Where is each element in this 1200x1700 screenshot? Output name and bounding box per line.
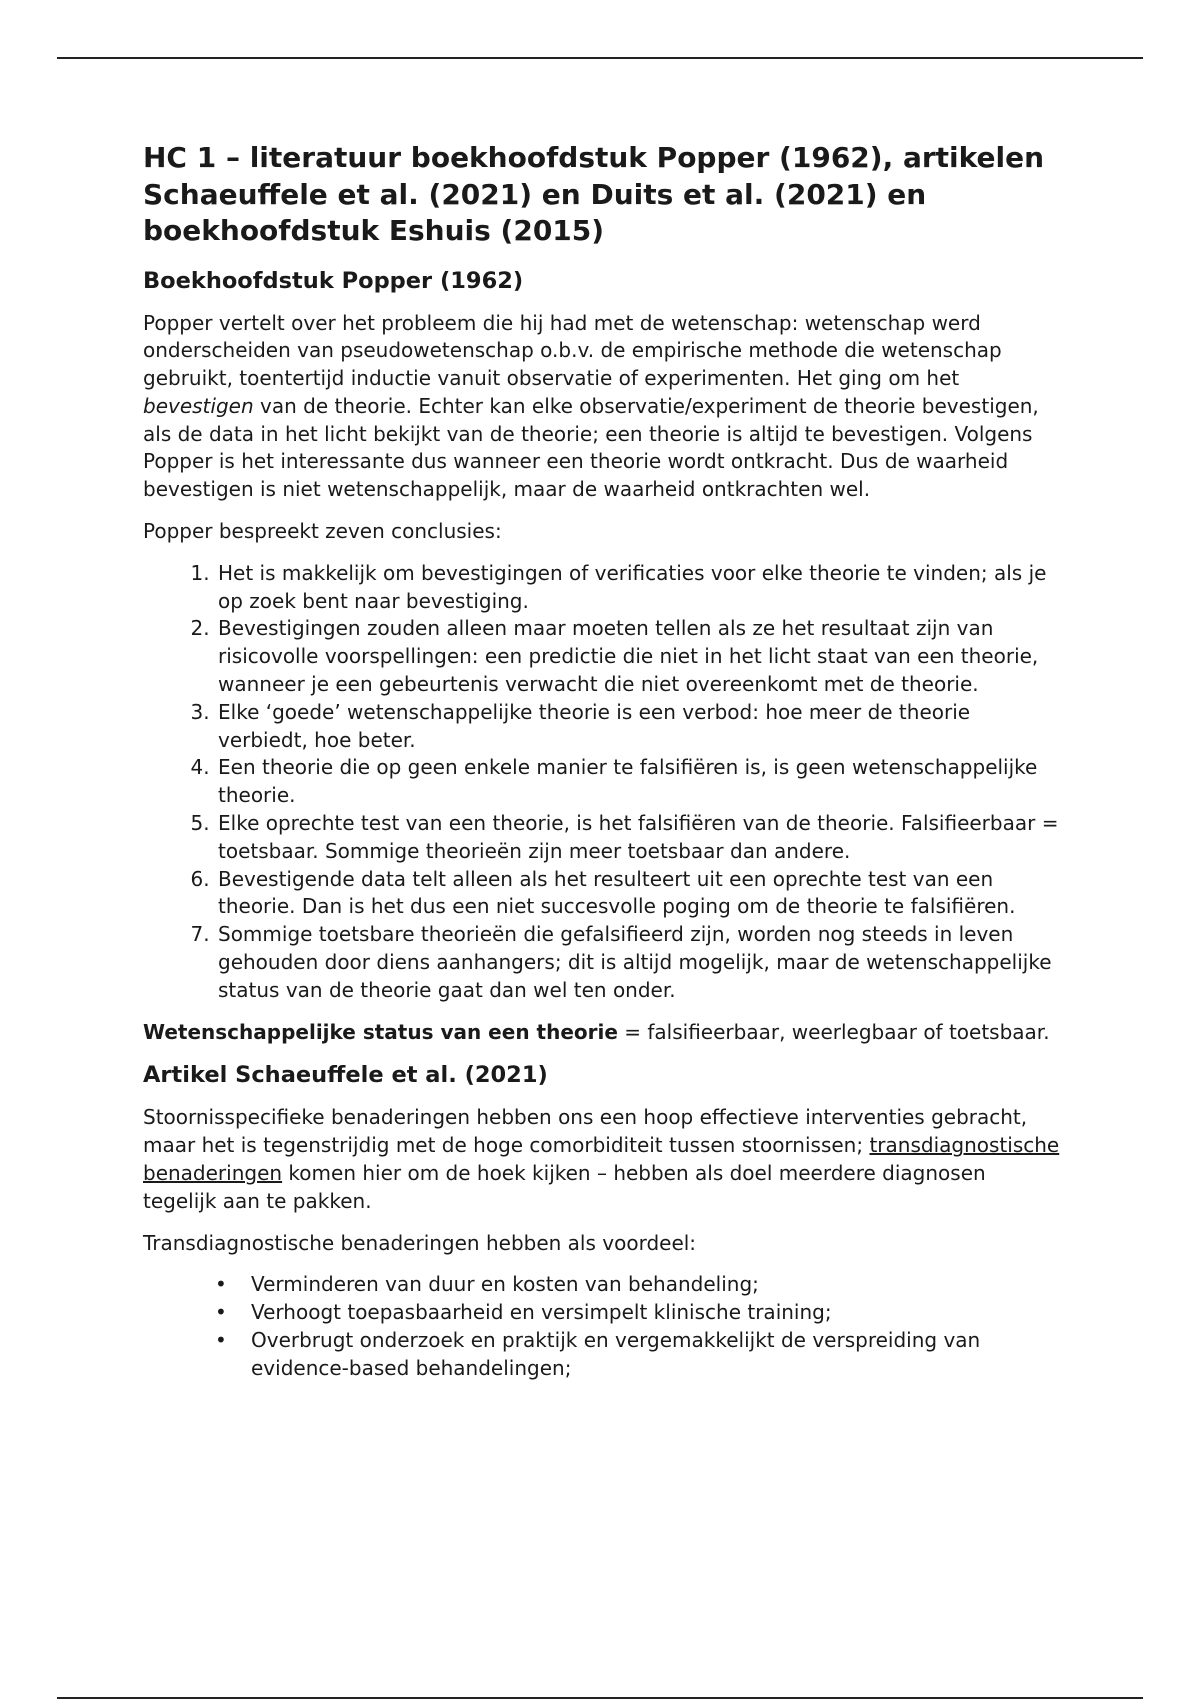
conclusion-item: 2. Bevestigingen zouden alleen maar moeten tellen als ze het resultaat zijn van risicovolle voorspellingen: een predictie die niet in het licht staat van een theorie, wanneer je een gebeurtenis verwacht die niet overeenkomt met de theorie. [216,615,1063,698]
conclusion-item: 7. Sommige toetsbare theorieën die gefalsifieerd zijn, worden nog steeds in leven gehouden door diens aanhangers; dit is altijd mogelijk, maar de wetenschappelijke status van de theorie gaat dan wel ten onder. [216,921,1063,1004]
advantages-intro: Transdiagnostische benaderingen hebben als voordeel: [143,1230,697,1255]
advantage-item: • Verminderen van duur en kosten van behandeling; [251,1271,1063,1299]
schaeuffele-underlined-term: transdiagnostische benaderingen [143,1133,1060,1186]
conclusion-item: 3. Elke ‘goede’ wetenschappelijke theorie is een verbod: hoe meer de theorie verbiedt, hoe beter. [216,699,1063,755]
conclusion-item: 1. Het is makkelijk om bevestigingen of verificaties voor elke theorie te vinden; als je op zoek bent naar bevestiging. [216,560,1063,616]
advantage-item: • Overbrugt onderzoek en praktijk en vergemakkelijkt de verspreiding van evidence-based behandelingen; [251,1327,1063,1383]
section-heading-schaeuffele: Artikel Schaeuffele et al. (2021) [143,1062,548,1089]
popper-conclusions-intro: Popper bespreekt zeven conclusies: [143,519,502,544]
page-title: HC 1 – literatuur boekhoofdstuk Popper (1962), artikelen Schaeuffele et al. (2021) en Duits et al. (2021) en boekhoofdstuk Eshuis (2015) [143,141,1045,247]
definition-term: Wetenschappelijke status van een theorie [143,1019,618,1044]
document-body [143,140,1063,1397]
definition-paragraph [143,1019,1063,1047]
popper-intro-emphasis: bevestigen [143,393,254,418]
advantages-list [143,1271,1063,1382]
popper-intro-text-a: Popper vertelt over het probleem die hij had met de wetenschap: wetenschap werd onderscheiden van pseudowetenschap o.b.v. de empirische methode die wetenschap gebruikt, toentertijd inductie vanuit observatie of experimenten. Het ging om het [143,310,1002,391]
section-heading-popper: Boekhoofdstuk Popper (1962) [143,267,524,294]
conclusion-item: 6. Bevestigende data telt alleen als het resulteert uit een oprechte test van een theorie. Dan is het dus een niet succesvolle poging om de theorie te falsifiëren. [216,866,1063,922]
advantage-item: • Verhoogt toepasbaarheid en versimpelt klinische training; [251,1299,1063,1327]
conclusion-item: 4. Een theorie die op geen enkele manier te falsifiëren is, is geen wetenschappelijke theorie. [216,754,1063,810]
schaeuffele-intro-paragraph [143,1104,1063,1215]
schaeuffele-intro-text-a: Stoornisspecifieke benaderingen hebben ons een hoop effectieve interventies gebracht, maar het is tegenstrijdig met de hoge comorbiditeit tussen stoornissen; [143,1105,1028,1158]
popper-intro-paragraph [143,310,1063,505]
schaeuffele-intro-text-b: komen hier om de hoek kijken – hebben als doel meerdere diagnosen tegelijk aan te pakken. [143,1161,986,1213]
conclusions-list [143,560,1063,1005]
popper-intro-text-b: van de theorie. Echter kan elke observatie/experiment de theorie bevestigen, als de data in het licht bekijkt van de theorie; een theorie is altijd te bevestigen. Volgens Popper is het interessante dus wanneer een theorie wordt ontkracht. Dus de waarheid bevestigen is niet wetenschappelijk, maar de waarheid ontkrachten wel. [143,393,1039,502]
footer-rule [57,1697,1143,1699]
header-rule [57,57,1143,59]
definition-text: = falsifieerbaar, weerlegbaar of toetsbaar. [617,1019,1050,1044]
conclusion-item: 5. Elke oprechte test van een theorie, is het falsifiëren van de theorie. Falsifieerbaar = toetsbaar. Sommige theorieën zijn meer toetsbaar dan andere. [216,810,1063,866]
